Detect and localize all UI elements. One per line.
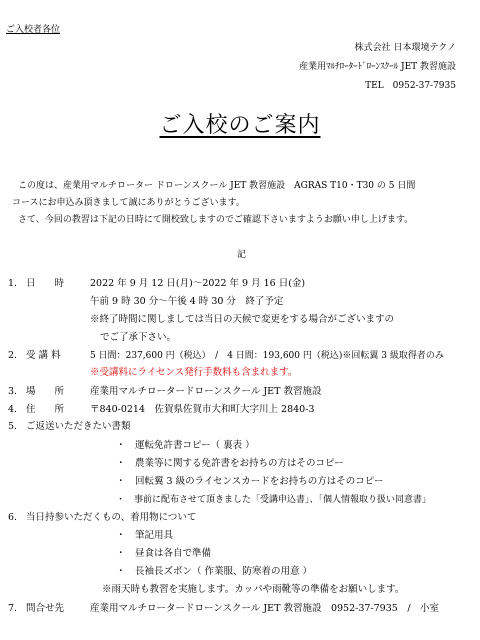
item-number: 2.	[8, 350, 18, 361]
intro-line-3: さて、今回の教習は下記の日時にて開校致しますのでご確認下さいますようお願い申し上げます。	[18, 215, 414, 225]
ki-marker: 記	[237, 250, 247, 260]
item-number: 5.	[8, 421, 18, 432]
item-number: 1.	[8, 278, 18, 289]
company-name: 株式会社 日本環境テクノ	[354, 43, 456, 53]
list-item: ・ 運転免許書コピー（ 裏表 ）	[116, 440, 255, 451]
school-name: 産業用ﾏﾙﾁﾛｰﾀｰﾄﾞﾛｰﾝｽｸｰﾙ JET 教習施設	[299, 62, 456, 72]
list-item: ・ 事前に配布させて頂きました「受講申込書」、「個人情報取り扱い同意書」	[116, 495, 432, 505]
item-label: 受 講 料	[26, 350, 61, 361]
list-item: ・ 長袖長ズボン（ 作業服、防寒着の用意 ）	[116, 566, 313, 577]
item-number: 6.	[8, 512, 18, 523]
page-title: ご入校のご案内	[159, 113, 321, 138]
item-label: 場 所	[26, 386, 65, 397]
item-number: 3.	[8, 386, 18, 397]
addressee: ご入校者各位	[6, 25, 61, 35]
item-number: 4.	[8, 404, 18, 415]
contact-value: 産業用マルチロータードローンスクール JET 教習施設 0952-37-7935 / 小室	[90, 603, 440, 614]
schedule-note-1: ※終了時間に関しましては当日の天候で変更をする場合がございますの	[90, 314, 395, 325]
fee-value: 5 日間：237,600 円（税込） / 4 日間：193,600 円（税込)※回転翼 3 級取得者のみ	[90, 351, 444, 361]
item-label: 日 時	[26, 278, 65, 289]
schedule-note-2: でご了承下さい。	[100, 332, 177, 343]
place-value: 産業用マルチロータードローンスクール JET 教習施設	[90, 386, 322, 397]
intro-line-2: コースにお申込み頂きまして誠にありがとうございます。	[12, 198, 245, 208]
list-item: ・ 回転翼 3 級のライセンスカードをお持ちの方はそのコピー	[116, 476, 384, 487]
fee-note: ※受講料にライセンス発行手数料も含まれます。	[90, 367, 298, 378]
item-label: 住 所	[26, 404, 65, 415]
address-value: 〒840-0214 佐賀県佐賀市大和町大字川上 2840-3	[90, 404, 315, 415]
item-label: 問合せ先	[26, 603, 65, 614]
intro-line-1: この度は、産業用マルチローター ドローンスクール JET 教習施設 AGRAS T10・T30 の 5 日間	[18, 181, 416, 191]
list-item: ・ 農業等に関する免許書をお持ちの方はそのコピー	[116, 458, 344, 469]
phone-number: TEL 0952-37-7935	[365, 81, 456, 91]
item-label: 当日持参いただくもの、着用物について	[26, 512, 197, 523]
item-label: ご返送いただきたい書類	[26, 421, 131, 432]
item-number: 7.	[8, 603, 18, 614]
belongings-note: ※雨天時も教習を実施します。カッパや雨靴等の準備をお願いします。	[102, 584, 405, 595]
list-item: ・ 筆記用具	[116, 530, 174, 541]
schedule-date: 2022 年 9 月 12 日(月)～2022 年 9 月 16 日(金)	[90, 278, 306, 289]
schedule-time: 午前 9 時 30 分～午後 4 時 30 分 終了予定	[90, 296, 284, 307]
list-item: ・ 昼食は各自で準備	[116, 548, 212, 559]
